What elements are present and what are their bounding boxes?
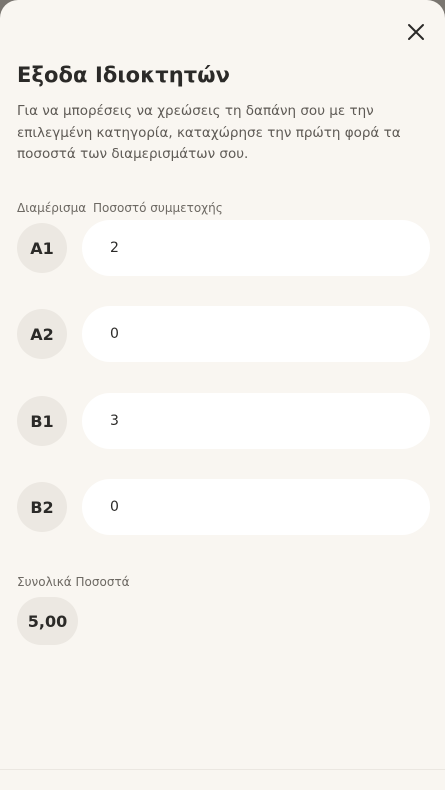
description-text: Για να μπορέσεις να χρεώσεις τη δαπάνη σου με την επιλεγμένη κατηγορία, καταχώρησε την πρώτη φορά τα ποσοστά των διαμερισμάτων σου. bbox=[17, 103, 401, 162]
apartment-badge: A2 bbox=[17, 309, 67, 359]
percentage-input[interactable]: 0 bbox=[82, 306, 430, 362]
page-title: Εξοδα Ιδιοκτητών bbox=[17, 63, 231, 87]
close-button[interactable] bbox=[400, 16, 432, 48]
percentage-input[interactable]: 3 bbox=[82, 393, 430, 449]
total-value: 5,00 bbox=[17, 597, 78, 645]
column-label-percentage: Ποσοστό συμμετοχής bbox=[93, 201, 223, 215]
apartment-row bbox=[17, 393, 431, 449]
percentage-input[interactable]: 0 bbox=[82, 479, 430, 535]
column-label-apartment: Διαμέρισμα bbox=[17, 201, 87, 215]
apartment-row bbox=[17, 306, 431, 362]
apartment-row bbox=[17, 220, 431, 276]
apartment-row bbox=[17, 479, 431, 535]
divider bbox=[0, 769, 445, 770]
apartment-badge: B2 bbox=[17, 482, 67, 532]
percentage-input[interactable]: 2 bbox=[82, 220, 430, 276]
total-label: Συνολικά Ποσοστά bbox=[17, 575, 130, 589]
close-icon bbox=[407, 23, 425, 41]
apartment-badge: A1 bbox=[17, 223, 67, 273]
apartment-badge: B1 bbox=[17, 396, 67, 446]
